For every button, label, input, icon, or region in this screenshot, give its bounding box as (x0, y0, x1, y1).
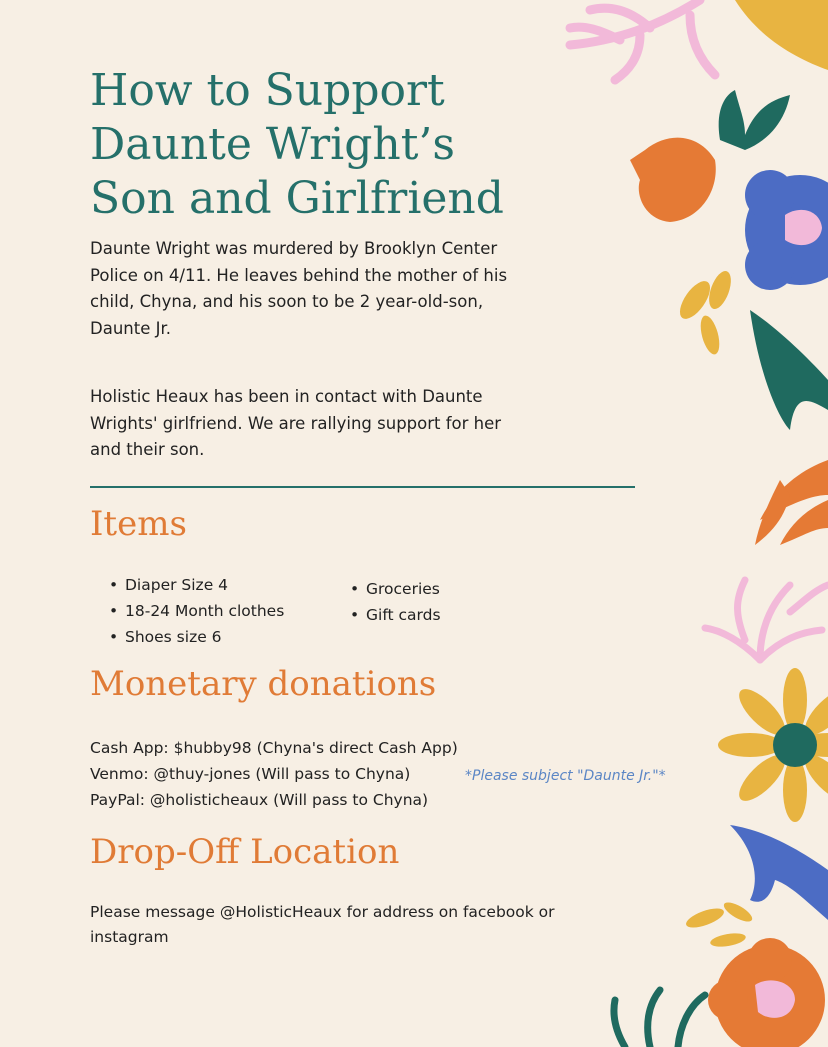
dropoff-text (90, 900, 555, 950)
teal-grass-icon (614, 990, 705, 1047)
list-item: • Diaper Size 4 (125, 572, 284, 598)
cashapp-line: Cash App: $hubby98 (Chyna's direct Cash App) (90, 739, 458, 757)
contact-line: Holistic Heaux has been in contact with Daunte (90, 387, 483, 406)
contact-paragraph (90, 384, 560, 464)
orange-tulip-icon (630, 138, 716, 222)
blue-leaf-icon (730, 825, 828, 920)
list-item: • Gift cards (366, 602, 441, 628)
pink-sprig-icon (705, 580, 828, 660)
section-divider (90, 486, 635, 488)
pink-fern-icon (570, 0, 715, 80)
blue-flower-icon (745, 170, 828, 290)
yellow-leaf-icon (735, 0, 828, 70)
list-item: • 18-24 Month clothes (125, 598, 284, 624)
orange-flower-icon (708, 938, 825, 1047)
teal-sprout-icon (719, 90, 790, 150)
dropoff-line: Please message @HolisticHeaux for address on facebook or (90, 903, 555, 921)
yellow-petals-icon (674, 268, 735, 356)
teal-leaf-icon (750, 310, 828, 430)
intro-line: Daunte Jr. (90, 318, 171, 338)
title-line-2: Daunte Wright’s (90, 119, 455, 170)
items-list-right (348, 576, 441, 628)
items-list-left (107, 572, 284, 650)
yellow-daisy-icon (718, 668, 828, 822)
venmo-line: Venmo: @thuy-jones (Will pass to Chyna) (90, 765, 411, 783)
title-line-1: How to Support (90, 65, 445, 116)
intro-line: child, Chyna, and his soon to be 2 year-old-son, (90, 292, 484, 311)
orange-plant-icon (755, 460, 828, 545)
items-heading: Items (90, 504, 187, 544)
intro-line: Daunte Wright was murdered by Brooklyn Center (90, 239, 498, 258)
monetary-heading: Monetary donations (90, 664, 437, 704)
title-line-3: Son and Girlfriend (90, 173, 504, 224)
monetary-lines (90, 735, 458, 813)
yellow-petals-bottom-icon (684, 899, 755, 949)
subject-note: *Please subject "Daunte Jr."* (465, 768, 666, 784)
dropoff-line: instagram (90, 928, 169, 946)
paypal-line: PayPal: @holisticheaux (Will pass to Chyna) (90, 791, 429, 809)
list-item: • Groceries (366, 576, 441, 602)
list-item: • Shoes size 6 (125, 624, 284, 650)
page-title (90, 64, 504, 226)
intro-line: Police on 4/11. He leaves behind the mother of his (90, 265, 508, 285)
dropoff-heading: Drop-Off Location (90, 832, 400, 872)
contact-line: and their son. (90, 440, 205, 459)
intro-paragraph (90, 236, 560, 342)
contact-line: Wrights' girlfriend. We are rallying support for her (90, 413, 502, 433)
